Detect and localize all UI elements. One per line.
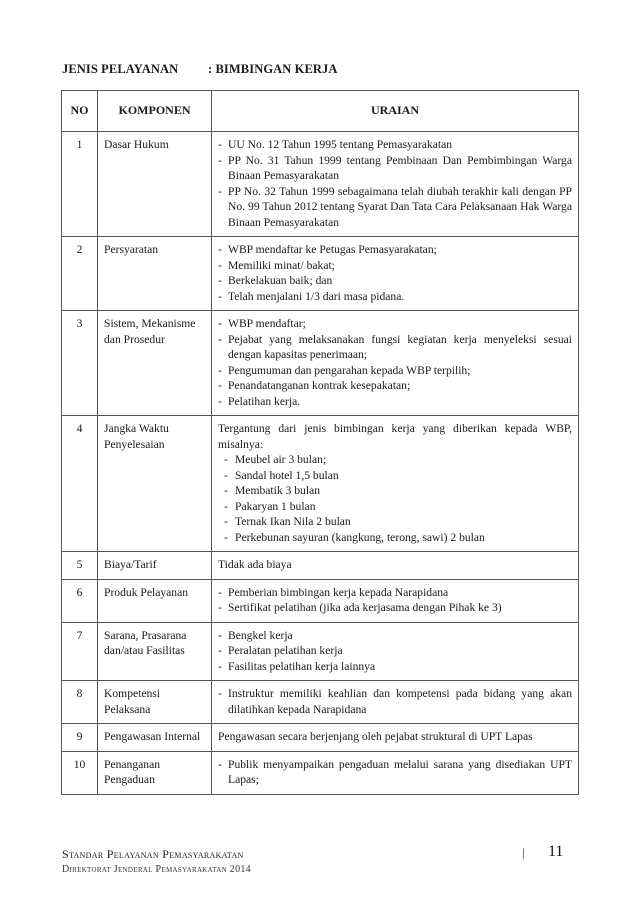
description-list-item: - Peralatan pelatihan kerja [218, 643, 572, 659]
description-list-item: - Pengumuman dan pengarahan kepada WBP terpilih; [218, 363, 572, 379]
row-number: 6 [62, 579, 98, 622]
component-name: Dasar Hukum [98, 132, 212, 237]
description-list-item: - PP No. 32 Tahun 1999 sebagaimana telah diubah terakhir kali dengan PP No. 99 Tahun 2012 tentang Syarat Dan Tata Cara Pelaksanaan Hak Warga Binaan Pemasyarakatan [218, 184, 572, 231]
description-list [218, 686, 572, 717]
component-description [212, 552, 579, 580]
description-list [218, 316, 572, 409]
header-no: NO [62, 91, 98, 132]
row-number: 3 [62, 311, 98, 416]
component-name: Kompetensi Pelaksana [98, 681, 212, 724]
description-list-item: - Instruktur memiliki keahlian dan kompetensi pada bidang yang akan dilatihkan kepada Narapidana [218, 686, 572, 717]
description-list-item: - Fasilitas pelatihan kerja lainnya [218, 659, 572, 675]
description-list-item: - Bengkel kerja [218, 628, 572, 644]
row-number: 4 [62, 416, 98, 552]
service-standard-table [61, 90, 579, 795]
header-uraian: URAIAN [212, 91, 579, 132]
table-row [62, 416, 579, 552]
component-description [212, 681, 579, 724]
description-list-item: - Telah menjalani 1/3 dari masa pidana. [218, 289, 572, 305]
row-number: 8 [62, 681, 98, 724]
description-list-item: - Pejabat yang melaksanakan fungsi kegiatan kerja menyeleksi sesuai dengan kapasitas penerimaan; [218, 332, 572, 363]
description-list-item: - UU No. 12 Tahun 1995 tentang Pemasyarakatan [218, 137, 572, 153]
component-name: Produk Pelayanan [98, 579, 212, 622]
description-list-item: - Sandal hotel 1,5 bulan [218, 468, 572, 484]
description-list [218, 452, 572, 545]
footer-title: Standar Pelayanan Pemasyarakatan [62, 847, 244, 861]
description-list-item: - Memiliki minat/ bakat; [218, 258, 572, 274]
footer-subtitle: Direktorat Jenderal Pemasyarakatan 2014 [62, 864, 251, 875]
description-list-item: - Publik menyampaikan pengaduan melalui sarana yang disediakan UPT Lapas; [218, 757, 572, 788]
description-list [218, 242, 572, 304]
description-intro: Tergantung dari jenis bimbingan kerja yang diberikan kepada WBP, misalnya: [218, 422, 572, 451]
description-list [218, 585, 572, 616]
row-number: 10 [62, 751, 98, 794]
description-list-item: - Sertifikat pelatihan (jika ada kerjasama dengan Pihak ke 3) [218, 600, 572, 616]
component-description [212, 724, 579, 752]
component-description [212, 311, 579, 416]
description-text: Tidak ada biaya [218, 558, 292, 571]
component-name: Jangka Waktu Penyelesaian [98, 416, 212, 552]
description-list-item: - Penandatanganan kontrak kesepakatan; [218, 378, 572, 394]
component-description [212, 237, 579, 311]
component-description [212, 132, 579, 237]
component-description [212, 751, 579, 794]
description-list-item: - Membatik 3 bulan [218, 483, 572, 499]
table-row [62, 132, 579, 237]
service-type-value: : BIMBINGAN KERJA [208, 62, 338, 76]
description-list-item: - Berkelakuan baik; dan [218, 273, 572, 289]
table-row [62, 552, 579, 580]
component-name: Sarana, Prasarana dan/atau Fasilitas [98, 622, 212, 681]
service-type-label: JENIS PELAYANAN [62, 62, 179, 76]
table-row [62, 311, 579, 416]
table-row [62, 724, 579, 752]
description-list-item: - PP No. 31 Tahun 1999 tentang Pembinaan Dan Pembimbingan Warga Binaan Pemasyarakatan [218, 153, 572, 184]
component-name: Persyaratan [98, 237, 212, 311]
component-name: Penanganan Pengaduan [98, 751, 212, 794]
table-row [62, 579, 579, 622]
table-row [62, 751, 579, 794]
component-description [212, 416, 579, 552]
table-row [62, 622, 579, 681]
table-row [62, 681, 579, 724]
description-list-item: - Perkebunan sayuran (kangkung, terong, sawi) 2 bulan [218, 530, 572, 546]
row-number: 5 [62, 552, 98, 580]
description-text: Pengawasan secara berjenjang oleh pejabat struktural di UPT Lapas [218, 730, 533, 743]
footer-separator: | [522, 845, 525, 860]
description-list-item: - Meubel air 3 bulan; [218, 452, 572, 468]
component-name: Biaya/Tarif [98, 552, 212, 580]
description-list [218, 628, 572, 675]
row-number: 7 [62, 622, 98, 681]
row-number: 2 [62, 237, 98, 311]
table-body [62, 132, 579, 795]
description-list-item: - Pelatihan kerja. [218, 394, 572, 410]
page-number: 11 [548, 843, 564, 860]
description-list [218, 757, 572, 788]
description-list-item: - Ternak Ikan Nila 2 bulan [218, 514, 572, 530]
table-header-row [62, 91, 579, 132]
row-number: 1 [62, 132, 98, 237]
row-number: 9 [62, 724, 98, 752]
component-name: Sistem, Mekanisme dan Prosedur [98, 311, 212, 416]
table-row [62, 237, 579, 311]
component-description [212, 622, 579, 681]
description-list-item: - Pakaryan 1 bulan [218, 499, 572, 515]
description-list-item: - Pemberian bimbingan kerja kepada Narapidana [218, 585, 572, 601]
description-list-item: - WBP mendaftar; [218, 316, 572, 332]
description-list-item: - WBP mendaftar ke Petugas Pemasyarakatan; [218, 242, 572, 258]
component-description [212, 579, 579, 622]
service-heading [62, 62, 337, 77]
header-komponen: KOMPONEN [98, 91, 212, 132]
description-list [218, 137, 572, 230]
component-name: Pengawasan Internal [98, 724, 212, 752]
